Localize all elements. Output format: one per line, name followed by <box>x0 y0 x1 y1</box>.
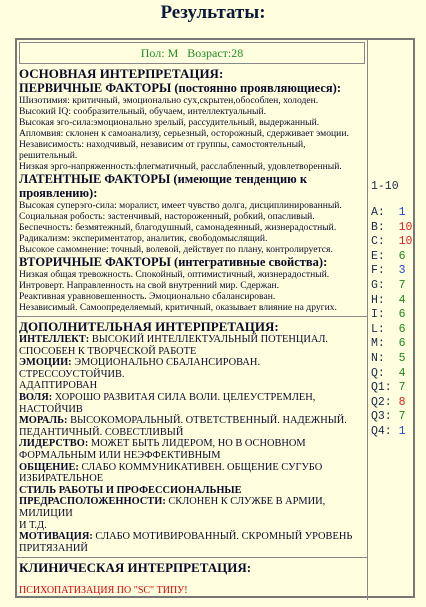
additional-line <box>19 473 365 485</box>
score-row <box>371 294 406 307</box>
demographics-row <box>19 42 365 64</box>
score-value: 1 <box>398 206 406 219</box>
gender-label: Пол: М <box>140 46 179 60</box>
primary-factor-line: Независимость: находчивый, независим от группы, самостоятельный, <box>19 139 306 150</box>
score-row <box>371 323 406 336</box>
score-value: 10 <box>398 235 413 249</box>
interpretation-column <box>17 40 368 600</box>
latent-factors-title-cont: проявлению): <box>19 186 98 200</box>
score-row <box>371 410 406 423</box>
additional-list <box>19 334 365 554</box>
score-label: A: <box>371 206 399 219</box>
score-label: G: <box>371 279 399 292</box>
secondary-factor-line: Реактивная уравновешенность. Эмоционально сбалансирован. <box>19 291 276 302</box>
score-label: E: <box>371 249 399 263</box>
score-label: Q3: <box>371 410 399 424</box>
additional-interpretation <box>17 319 367 555</box>
score-row <box>371 206 406 219</box>
additional-line <box>19 520 365 532</box>
score-label: Q1: <box>371 381 399 395</box>
score-row <box>371 381 406 394</box>
clinical-interpretation <box>17 560 367 607</box>
score-label: H: <box>371 293 399 307</box>
latent-factors-title: ЛАТЕНТНЫЕ ФАКТОРЫ (имеющие тенденцию к <box>19 172 308 186</box>
additional-text: И Т.Д. <box>19 519 47 531</box>
additional-key: ПРЕДРАСПОЛОЖЕННОСТИ: <box>19 496 166 508</box>
score-label: N: <box>371 352 399 365</box>
latent-factor-line: Социальная робость: застенчивый, настороженный, робкий, опасливый. <box>19 211 315 222</box>
additional-text: ИЗБИРАТЕЛЬНОЕ <box>19 473 104 485</box>
score-row <box>371 250 406 263</box>
primary-factor-line: Низкая эрго-напряженность:флегматичный, расслабленный, удовлетворенный. <box>19 161 342 172</box>
additional-key: ЛИДЕРСТВО: <box>19 438 89 450</box>
additional-line <box>19 496 365 519</box>
score-label: B: <box>371 220 399 234</box>
score-value: 10 <box>398 220 413 234</box>
age-label: Возраст:28 <box>187 46 244 60</box>
score-value: 4 <box>398 293 406 307</box>
secondary-factor-line: Интроверт. Направленность на свой внутренний мир. Сдержан. <box>19 280 280 291</box>
additional-key: МОТИВАЦИЯ: <box>19 531 93 543</box>
primary-factor-line: решительный. <box>19 150 78 161</box>
latent-factor-line: Высокая суперэго-сила: моралист, имеет чувство долга, дисциплинированный. <box>19 200 342 211</box>
score-row <box>371 235 412 248</box>
main-interpretation-title: ОСНОВНАЯ ИНТЕРПРЕТАЦИЯ: <box>19 66 224 81</box>
score-label: Q4: <box>371 425 399 438</box>
additional-key: СТИЛЬ РАБОТЫ И ПРОФЕССИОНАЛЬНЫЕ <box>19 484 242 496</box>
score-range: 1-10 <box>371 180 399 193</box>
clinical-result: ПСИХОПАТИЗАЦИЯ ПО "SC" ТИПУ! <box>19 585 188 597</box>
divider <box>17 557 367 558</box>
additional-text: ФОРМАЛЬНЫМ ИЛИ НЕЭФФЕКТИВНЫМ <box>19 449 221 461</box>
score-value: 6 <box>398 322 406 336</box>
score-value: 8 <box>398 395 406 409</box>
additional-key: ВОЛЯ: <box>19 391 53 403</box>
secondary-factors-list <box>19 269 365 313</box>
score-label: I: <box>371 308 399 322</box>
primary-factors-title: ПЕРВИЧНЫЕ ФАКТОРЫ (постоянно проявляющиеся): <box>19 81 341 95</box>
divider <box>17 316 367 317</box>
secondary-factor-line: Независимый. Самоопределяемый, критичный, оказывает влияние на других. <box>19 302 337 313</box>
score-row <box>371 264 406 277</box>
scores-column <box>369 40 415 600</box>
latent-factor-line: Высокое самомнение: точный, волевой, действует по плану, контролируется. <box>19 244 333 255</box>
score-value: 5 <box>398 352 406 365</box>
additional-text: ВЫСОКОМОРАЛЬНЫЙ. ОТВЕТСТВЕННЫЙ. НАДЕЖНЫЙ. <box>67 415 347 427</box>
additional-line <box>19 346 365 358</box>
primary-factors-list <box>19 95 365 172</box>
score-label: C: <box>371 235 399 249</box>
additional-text: СКЛОНЕН К СЛУЖБЕ В АРМИИ, МИЛИЦИИ <box>19 496 326 519</box>
additional-text: ВЫСОКИЙ ИНТЕЛЛЕКТУАЛЬНЫЙ ПОТЕНЦИАЛ. <box>89 334 328 345</box>
score-label: Q2: <box>371 395 399 409</box>
results-table <box>15 38 415 598</box>
additional-line <box>19 427 365 439</box>
additional-key: ОБЩЕНИЕ: <box>19 461 79 473</box>
score-row <box>371 367 406 380</box>
score-row <box>371 425 406 438</box>
score-value: 7 <box>398 410 406 424</box>
primary-factor-line: Апломвия: склонен к самоанализу, серьезный, осторожный, сдерживает эмоции. <box>19 128 349 139</box>
score-value: 6 <box>398 337 406 351</box>
additional-line <box>19 450 365 462</box>
additional-line <box>19 485 365 497</box>
score-value: 7 <box>398 381 406 395</box>
additional-key: ИНТЕЛЛЕКТ: <box>19 334 90 345</box>
score-label: F: <box>371 264 399 278</box>
additional-text: СЛАБО КОММУНИКАТИВЕН. ОБЩЕНИЕ СУГУБО <box>78 461 323 473</box>
secondary-factors-title: ВТОРИЧНЫЕ ФАКТОРЫ (интегративные свойства): <box>19 255 328 269</box>
clinical-interpretation-title: КЛИНИЧЕСКАЯ ИНТЕРПРЕТАЦИЯ: <box>19 560 252 576</box>
score-label: Q: <box>371 366 399 380</box>
latent-factor-line: Радикализм: экспериментатор, аналитик, свободомыслящий. <box>19 233 268 244</box>
latent-factor-line: Беспечность: безмятежный, благодушный, самонадеянный, жизнерадостный. <box>19 222 337 233</box>
primary-factor-line: Шизотимия: критичный, эмоционально сух,скрытен,обособлен, холоден. <box>19 95 319 106</box>
score-value: 4 <box>398 366 406 380</box>
score-row <box>371 221 412 234</box>
score-row <box>371 337 406 350</box>
additional-line <box>19 438 365 450</box>
score-row <box>371 352 406 365</box>
score-value: 6 <box>398 249 406 263</box>
additional-line <box>19 415 365 427</box>
additional-text: СЛАБО МОТИВИРОВАННЫЙ. СКРОМНЫЙ УРОВЕНЬ <box>92 531 353 543</box>
additional-key: ЭМОЦИИ: <box>19 357 72 369</box>
additional-text: ПЕДАНТИЧНЫЙ. СОВЕСТЛИВЫЙ <box>19 426 184 438</box>
score-label: L: <box>371 322 399 336</box>
additional-text: СПОСОБЕН К ТВОРЧЕСКОЙ РАБОТЕ <box>19 345 197 357</box>
additional-text: МОЖЕТ БЫТЬ ЛИДЕРОМ, НО В ОСНОВНОМ <box>88 438 306 450</box>
score-value: 6 <box>398 308 406 322</box>
additional-text: ХОРОШО РАЗВИТАЯ СИЛА ВОЛИ. ЦЕЛЕУСТРЕМЛЕН, НАСТОЙЧИВ <box>19 391 316 415</box>
latent-factors-list <box>19 200 365 255</box>
additional-line <box>19 531 365 543</box>
score-value: 7 <box>398 279 406 292</box>
additional-text: ЭМОЦИОНАЛЬНО СБАЛАНСИРОВАН. СТРЕССОУСТОЙЧИВ. <box>19 357 261 380</box>
secondary-factor-line: Низкая общая тревожность. Спокойный, оптимистичный, жизнерадостный. <box>19 269 330 280</box>
score-row <box>371 308 406 321</box>
additional-line <box>19 392 365 415</box>
page-title: Результаты: <box>160 2 266 23</box>
score-row <box>371 396 406 409</box>
additional-text: АДАПТИРОВАН <box>19 380 98 392</box>
primary-factor-line: Высокая эго-сила:эмоционально зрелый, рассудительный, выдержанный. <box>19 117 320 128</box>
additional-text: ПРИТЯЗАНИЙ <box>19 542 88 554</box>
score-value: 3 <box>398 264 406 278</box>
additional-interpretation-title: ДОПОЛНИТЕЛЬНАЯ ИНТЕРПРЕТАЦИЯ: <box>19 319 279 334</box>
score-row <box>371 279 406 292</box>
additional-line <box>19 357 365 380</box>
primary-factor-line: Высокий IQ: сообразительный, обучаем, интеллектуальный. <box>19 106 267 117</box>
additional-line <box>19 543 365 555</box>
score-value: 1 <box>398 425 406 438</box>
score-label: M: <box>371 337 399 351</box>
additional-line <box>19 462 365 474</box>
additional-key: МОРАЛЬ: <box>19 415 68 427</box>
additional-line <box>19 334 365 346</box>
additional-line <box>19 380 365 392</box>
main-interpretation <box>17 66 367 314</box>
